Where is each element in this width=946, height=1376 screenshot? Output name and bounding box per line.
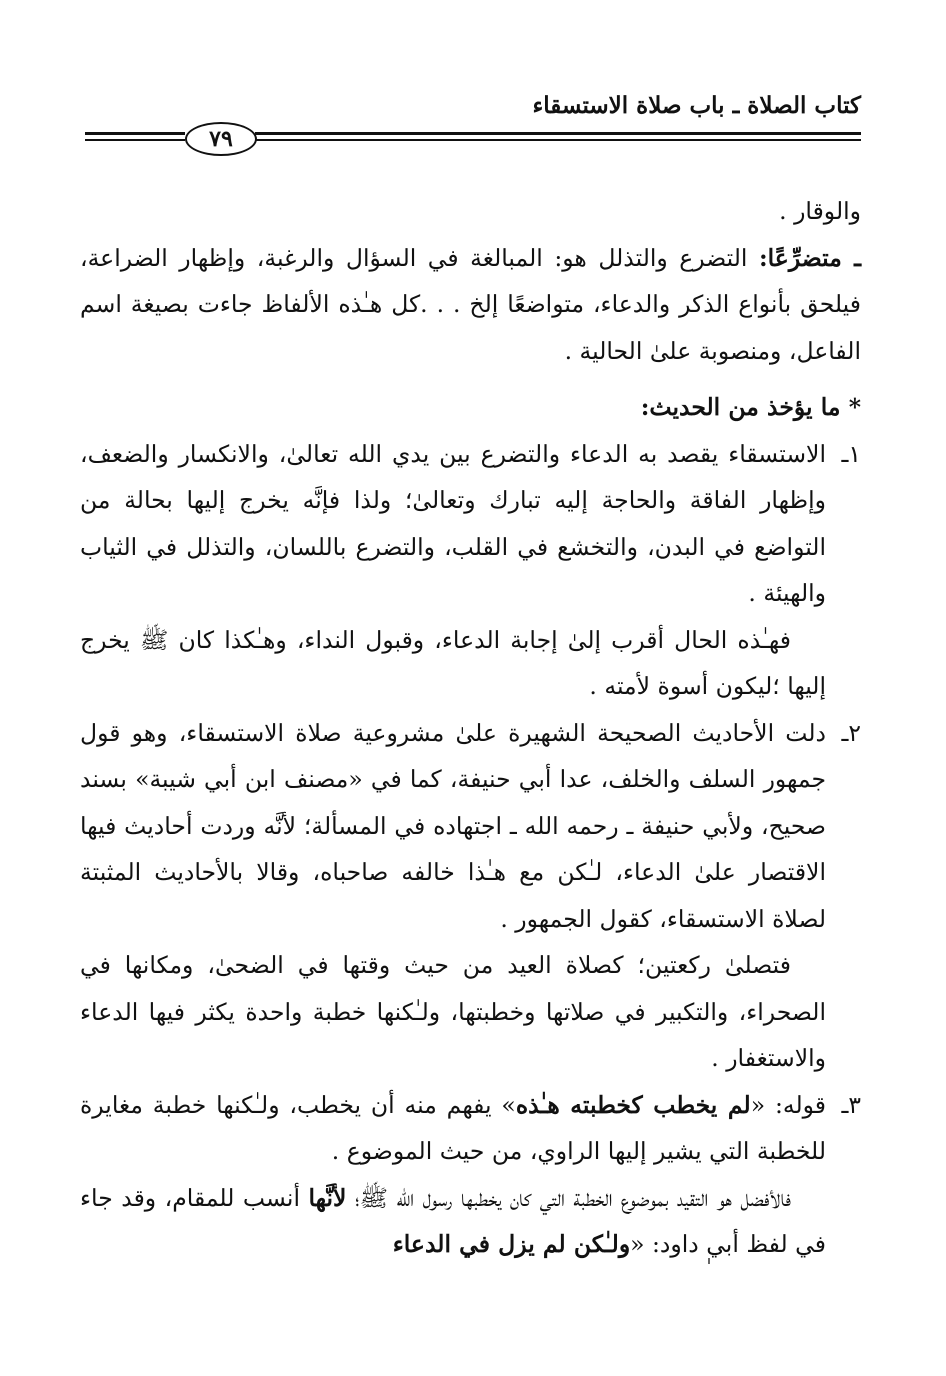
header-rule-left-top	[85, 132, 185, 135]
item-3-para2-bold-1: لأنَّها	[308, 1183, 347, 1212]
header-rule-left-bottom	[85, 139, 185, 141]
item-text: الاستسقاء يقصد به الدعاء والتضرع بين يدي الله تعالىٰ، والانكسار والضعف، وإظهار الفاقة والحاجة إليه تبارك وتعالىٰ؛ ولذا فإنَّه يخرج إليها بحالة من التواضع في البدن، والتخشع في القلب، والتضرع باللسان، والتذلل في الثياب والهيئة .	[80, 439, 826, 607]
header-rule-right-top	[255, 132, 861, 135]
item-text	[80, 1082, 826, 1175]
item-number: ١ـ	[841, 439, 861, 468]
page-header	[85, 92, 861, 162]
continuation-line: والوقار .	[779, 197, 861, 225]
item-1-paragraph-2: فهـٰذه الحال أقرب إلىٰ إجابة الدعاء، وقبول النداء، وهـٰكذا كان ﷺ يخرج إليها ؛ليكون أسوة لأمته .	[80, 625, 826, 700]
list-item-1	[80, 431, 861, 617]
defined-term: ـ متضرِّعًا:	[758, 243, 861, 272]
running-title: كتاب الصلاة ـ باب صلاة الاستسقاء	[532, 92, 861, 119]
item-3-para2-bold-2: ولـٰكن لم يزل في الدعاء	[392, 1230, 631, 1258]
item-3-suffix: » يفهم منه أن يخطب، ولـٰكنها خطبة مغايرة للخطبة التي يشير إليها الراوي، من حيث الموضوع .	[80, 1090, 826, 1165]
item-text: دلت الأحاديث الصحيحة الشهيرة علىٰ مشروعية صلاة الاستسقاء، وهو قول جمهور السلف والخلف، عدا أبي حنيفة، كما في «مصنف ابن أبي شيبة» بسند صحيح، ولأبي حنيفة ـ رحمه الله ـ اجتهاده في المسألة؛ لأنَّه وردت أحاديث فيها الاقتصار علىٰ الدعاء، لـٰكن مع هـٰذا خالفه صاحباه، وقالا بالأحاديث المثبتة لصلاة الاستسقاء، كقول الجمهور .	[80, 718, 826, 933]
list-item-3	[80, 1082, 861, 1175]
section-heading: * ما يؤخذ من الحديث:	[640, 393, 861, 421]
item-3-paragraph-2	[80, 1175, 861, 1268]
item-2-paragraph-2: فتصلىٰ ركعتين؛ كصلاة العيد من حيث وقتها في الضحىٰ، ومكانها في الصحراء، والتكبير في صلاتها وخطبتها، ولـٰكنها خطبة واحدة يكثر فيها الدعاء والاستغفار .	[80, 951, 826, 1072]
header-rules	[85, 126, 861, 152]
header-rule-right-bottom	[255, 139, 861, 141]
scan-mark	[708, 1258, 710, 1264]
item-3-para2-part-a: فالأفضل هو التقيد بموضوع الخطبة التي كان يخطبها رسول الله ﷺ؛	[346, 1183, 791, 1212]
item-number: ٢ـ	[841, 718, 861, 747]
item-3-para2-part-b: أنسب للمقام، وقد جاء في لفظ أبي داود: «	[80, 1183, 826, 1258]
definition-text: التضرع والتذلل هو: المبالغة في السؤال والرغبة، وإظهار الضراعة، فيلحق بأنواع الذكر والدعاء، متواضعًا إلخ . . .كل هـٰذه الألفاظ جاءت بصيغة اسم الفاعل، ومنصوبة علىٰ الحالية .	[80, 243, 861, 365]
page-number: ٧٩	[185, 122, 257, 156]
definition-paragraph	[80, 235, 861, 375]
item-3-prefix: قوله: «	[750, 1090, 826, 1119]
page-body	[80, 188, 861, 1268]
quoted-phrase: لم يخطب كخطبته هـٰذه	[515, 1090, 751, 1119]
item-number: ٣ـ	[841, 1090, 861, 1119]
list-item-2	[80, 710, 861, 943]
